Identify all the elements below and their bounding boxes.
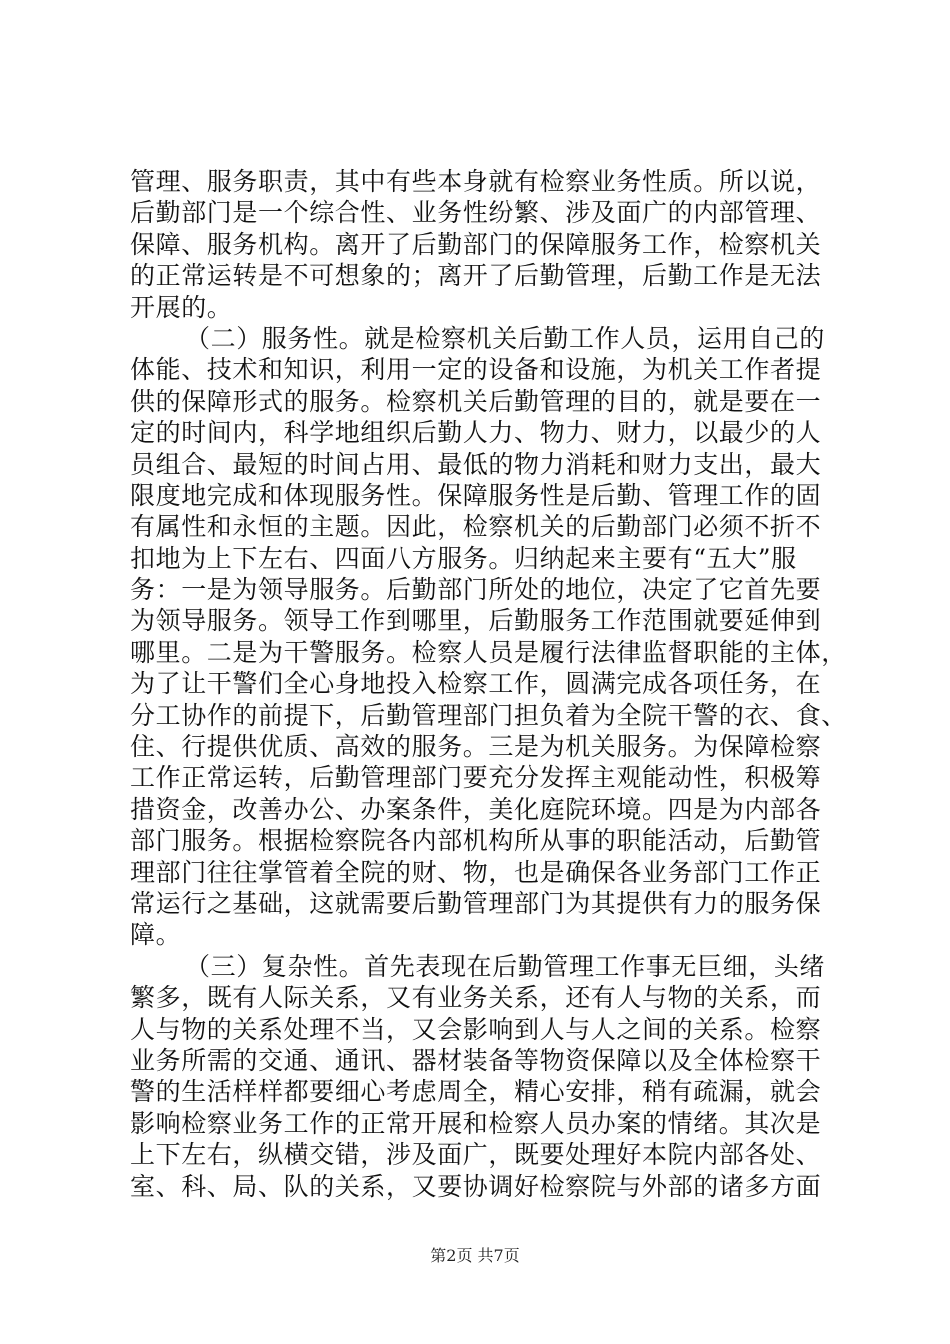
text-line: 哪里。二是为干警服务。检察人员是履行法律监督职能的主体， <box>130 637 847 667</box>
text-line: 部门服务。根据检察院各内部机构所从事的职能活动，后勤管 <box>130 826 822 856</box>
text-line: 有属性和永恒的主题。因此，检察机关的后勤部门必须不折不 <box>130 512 822 542</box>
text-line: 体能、技术和知识，利用一定的设备和设施，为机关工作者提 <box>130 355 822 385</box>
text-line: 警的生活样样都要细心考虑周全，精心安排，稍有疏漏，就会 <box>130 1077 822 1107</box>
text-line: 上下左右，纵横交错，涉及面广，既要处理好本院内部各处、 <box>130 1140 822 1170</box>
text-line: 业务所需的交通、通讯、器材装备等物资保障以及全体检察干 <box>130 1045 822 1075</box>
text-line: （三）复杂性。首先表现在后勤管理工作事无巨细，头绪 <box>185 951 826 981</box>
text-line: 为领导服务。领导工作到哪里，后勤服务工作范围就要延伸到 <box>130 606 822 636</box>
text-line: 繁多，既有人际关系，又有业务关系，还有人与物的关系，而 <box>130 983 822 1013</box>
document-body <box>130 166 847 1202</box>
text-line: 常运行之基础，这就需要后勤管理部门为其提供有力的服务保 <box>130 888 822 918</box>
text-line: 理部门往往掌管着全院的财、物，也是确保各业务部门工作正 <box>130 857 822 887</box>
text-line: 扣地为上下左右、四面八方服务。归纳起来主要有“五大”服 <box>130 543 797 573</box>
text-line: 室、科、局、队的关系，又要协调好检察院与外部的诸多方面 <box>130 1171 822 1201</box>
text-line: 人与物的关系处理不当，又会影响到人与人之间的关系。检察 <box>130 1014 822 1044</box>
text-line: 定的时间内，科学地组织后勤人力、物力、财力，以最少的人 <box>130 418 822 448</box>
text-line: 后勤部门是一个综合性、业务性纷繁、涉及面广的内部管理、 <box>130 198 822 228</box>
text-line: 为了让干警们全心身地投入检察工作，圆满完成各项任务，在 <box>130 669 822 699</box>
text-line: 务：一是为领导服务。后勤部门所处的地位，决定了它首先要 <box>130 575 822 605</box>
text-line: 分工协作的前提下，后勤管理部门担负着为全院干警的衣、食、 <box>130 700 847 730</box>
text-line: 障。 <box>130 920 182 950</box>
text-line: （二）服务性。就是检察机关后勤工作人员，运用自己的 <box>185 323 826 353</box>
text-line: 管理、服务职责，其中有些本身就有检察业务性质。所以说， <box>130 167 822 196</box>
text-line: 开展的。 <box>130 292 233 322</box>
page-footer: 第2页 共7页 <box>430 1246 520 1265</box>
text-line: 住、行提供优质、高效的服务。三是为机关服务。为保障检察 <box>130 732 822 762</box>
text-line: 保障、服务机构。离开了后勤部门的保障服务工作，检察机关 <box>130 229 822 259</box>
text-line: 的正常运转是不可想象的；离开了后勤管理，后勤工作是无法 <box>130 261 822 291</box>
text-line: 员组合、最短的时间占用、最低的物力消耗和财力支出，最大 <box>130 449 822 479</box>
text-line: 限度地完成和体现服务性。保障服务性是后勤、管理工作的固 <box>130 480 822 510</box>
text-line: 影响检察业务工作的正常开展和检察人员办案的情绪。其次是 <box>130 1108 822 1138</box>
text-line: 工作正常运转，后勤管理部门要充分发挥主观能动性，积极筹 <box>130 763 822 793</box>
text-line: 供的保障形式的服务。检察机关后勤管理的目的，就是要在一 <box>130 386 822 416</box>
text-line: 措资金，改善办公、办案条件，美化庭院环境。四是为内部各 <box>130 794 822 824</box>
